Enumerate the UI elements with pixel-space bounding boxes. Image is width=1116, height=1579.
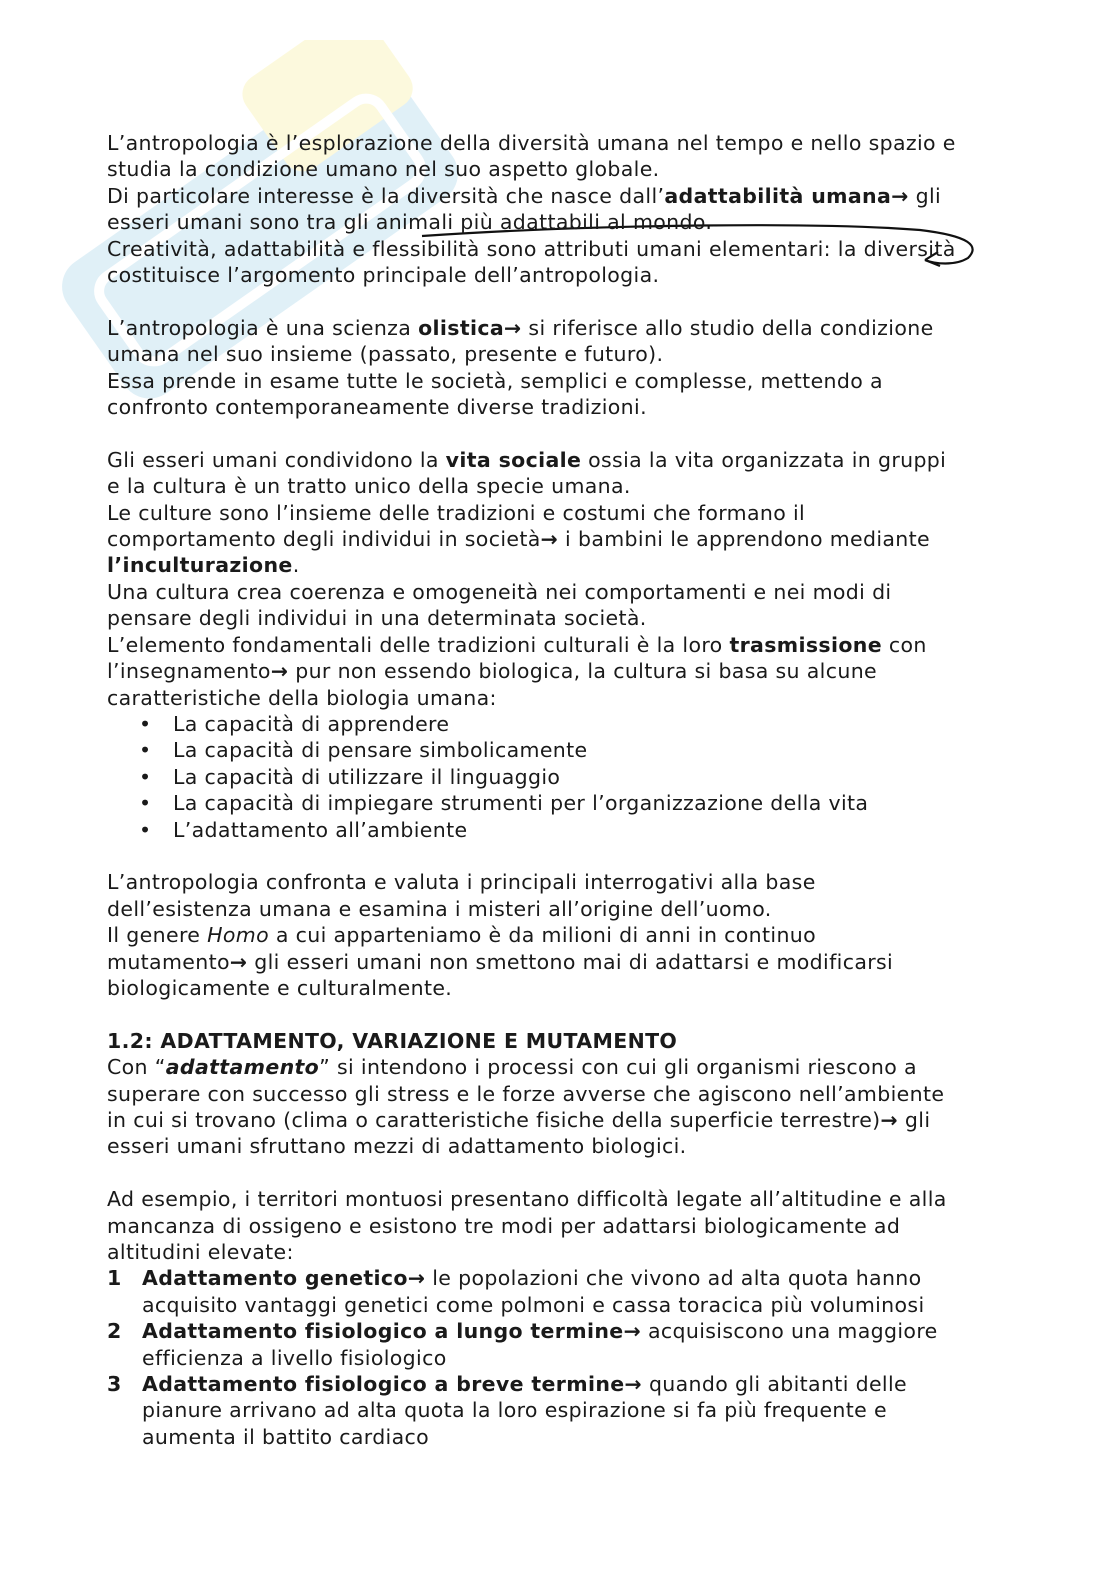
arrow-icon: → xyxy=(623,1319,642,1344)
bullet-list xyxy=(107,711,1007,843)
section-adattamento xyxy=(107,1028,1007,1160)
text-line: umana nel suo insieme (passato, presente e futuro). xyxy=(107,342,664,367)
text-line: mancanza di ossigeno e esistono tre modi per adattarsi biologicamente ad xyxy=(107,1213,901,1238)
text-line: in cui si trovano (clima o caratteristiche fisiche della superficie terrestre)→ gli xyxy=(107,1107,931,1132)
text-line: Con “adattamento” si intendono i processi con cui gli organismi riescono a xyxy=(107,1055,917,1080)
text-line: esseri umani sono tra gli animali più adattabili al mondo. xyxy=(107,210,713,235)
text-line: studia la condizione umano nel suo aspetto globale. xyxy=(107,157,660,182)
text-line: biologicamente e culturalmente. xyxy=(107,975,453,1000)
text-line: caratteristiche della biologia umana: xyxy=(107,685,497,710)
text-line: comportamento degli individui in società→ i bambini le apprendono mediante xyxy=(107,527,931,552)
term-inculturazione: l’inculturazione xyxy=(107,553,293,578)
text-line: mutamento→ gli esseri umani non smettono mai di adattarsi e modificarsi xyxy=(107,949,894,974)
text-line: pensare degli individui in una determinata società. xyxy=(107,606,647,631)
term-vita-sociale: vita sociale xyxy=(445,447,582,472)
text-line: Creatività, adattabilità e flessibilità sono attributi umani elementari: la diversità xyxy=(107,236,956,261)
list-number: 3 xyxy=(107,1372,122,1397)
text-line: L’antropologia è l’esplorazione della diversità umana nel tempo e nello spazio e xyxy=(107,131,956,155)
term-adattamento: adattamento xyxy=(165,1055,320,1080)
term-trasmissione: trasmissione xyxy=(729,632,882,657)
text-line: L’elemento fondamentali delle tradizioni culturali è la loro trasmissione con xyxy=(107,632,927,657)
paragraph-olistica xyxy=(107,315,1007,421)
text-line: Una cultura crea coerenza e omogeneità nei comportamenti e nei modi di xyxy=(107,579,892,604)
list-item: • La capacità di utilizzare il linguaggio xyxy=(107,764,1007,790)
text-line: esseri umani sfruttano mezzi di adattamento biologici. xyxy=(107,1134,687,1159)
text-line: l’insegnamento→ pur non essendo biologica, la cultura si basa su alcune xyxy=(107,659,877,684)
text-line: confronto contemporaneamente diverse tradizioni. xyxy=(107,395,647,420)
paragraph-intro xyxy=(107,130,1007,288)
list-item: 2 Adattamento fisiologico a lungo termine→ acquisiscono una maggiore efficienza a livello fisiologico xyxy=(107,1319,938,1370)
list-item: • La capacità di apprendere xyxy=(107,711,1007,737)
arrow-icon: → xyxy=(407,1266,426,1291)
list-number: 2 xyxy=(107,1319,122,1344)
list-item: • La capacità di impiegare strumenti per l’organizzazione della vita xyxy=(107,790,1007,816)
arrow-icon: → xyxy=(229,949,248,974)
arrow-icon: → xyxy=(624,1372,643,1397)
section-heading: 1.2: ADATTAMENTO, VARIAZIONE E MUTAMENTO xyxy=(107,1028,678,1053)
list-item: 1 Adattamento genetico→ le popolazioni che vivono ad alta quota hanno acquisito vantaggi genetici come polmoni e cassa toracica più voluminosi xyxy=(107,1266,925,1317)
text-line: altitudini elevate: xyxy=(107,1239,294,1264)
paragraph-homo xyxy=(107,869,1007,1001)
arrow-icon: → xyxy=(880,1107,899,1132)
text-line: costituisce l’argomento principale dell’antropologia. xyxy=(107,263,660,288)
list-item: • La capacità di pensare simbolicamente xyxy=(107,737,1007,763)
text-line: superare con successo gli stress e le forze avverse che agiscono nell’ambiente xyxy=(107,1081,945,1106)
text-line: Di particolare interesse è la diversità che nasce dall’adattabilità umana→ gli xyxy=(107,183,942,208)
paragraph-vita-sociale xyxy=(107,447,1007,843)
term-homo: Homo xyxy=(207,923,269,948)
text-line: l’inculturazione. xyxy=(107,553,300,578)
arrow-icon: → xyxy=(504,315,522,340)
text-line: L’antropologia confronta e valuta i principali interrogativi alla base xyxy=(107,870,816,895)
document-body xyxy=(107,130,1007,1450)
text-line: e la cultura è un tratto unico della specie umana. xyxy=(107,474,631,499)
arrow-icon: → xyxy=(891,183,909,208)
list-item: • L’adattamento all’ambiente xyxy=(107,817,1007,843)
paragraph-altitudine xyxy=(107,1186,1007,1450)
arrow-icon: → xyxy=(540,527,559,552)
list-item: 3 Adattamento fisiologico a breve termine→ quando gli abitanti delle pianure arrivano ad alta quota la loro espirazione si fa più frequente e aumenta il battito cardiaco xyxy=(107,1372,907,1449)
arrow-icon: → xyxy=(270,659,289,684)
numbered-list xyxy=(107,1265,1007,1450)
text-line: Essa prende in esame tutte le società, semplici e complesse, mettendo a xyxy=(107,368,883,393)
term-adattabilita-umana: adattabilità umana xyxy=(664,183,892,208)
text-line: Le culture sono l’insieme delle tradizioni e costumi che formano il xyxy=(107,500,806,525)
text-line: L’antropologia è una scienza olistica→ si riferisce allo studio della condizione xyxy=(107,315,934,340)
text-line: Gli esseri umani condividono la vita sociale ossia la vita organizzata in gruppi xyxy=(107,447,947,472)
list-number: 1 xyxy=(107,1266,122,1291)
text-line: dell’esistenza umana e esamina i misteri all’origine dell’uomo. xyxy=(107,896,772,921)
text-line: Il genere Homo a cui apparteniamo è da milioni di anni in continuo xyxy=(107,923,817,948)
term-olistica: olistica xyxy=(418,315,505,340)
text-line: Ad esempio, i territori montuosi presentano difficoltà legate all’altitudine e alla xyxy=(107,1187,947,1212)
